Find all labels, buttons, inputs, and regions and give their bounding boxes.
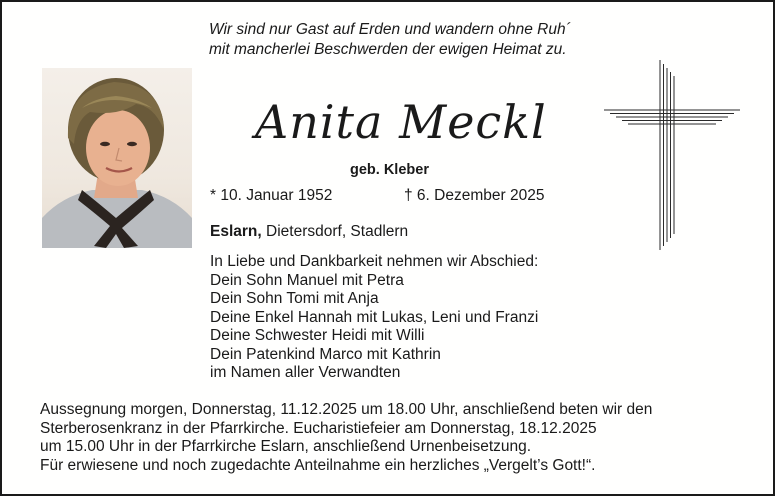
funeral-notice — [40, 401, 652, 475]
mourner-line: im Namen aller Verwandten — [210, 364, 401, 381]
verse-line-2: mit mancherlei Beschwerden der ewigen Heimat zu. — [209, 41, 567, 58]
residence — [210, 223, 408, 241]
portrait-photo — [42, 68, 192, 248]
birth-date: * 10. Januar 1952 — [210, 187, 333, 204]
notice-line: um 15.00 Uhr in der Pfarrkirche Eslarn, anschließend Urnenbeisetzung. — [40, 438, 532, 455]
mourner-line: Dein Patenkind Marco mit Kathrin — [210, 345, 441, 363]
mourner-line: Deine Enkel Hannah mit Lukas, Leni und Franzi — [210, 308, 539, 326]
mourners-intro: In Liebe und Dankbarkeit nehmen wir Abschied: — [210, 253, 539, 270]
notice-line: Für erwiesene und noch zugedachte Anteilnahme ein herzliches „Vergelt’s Gott!“. — [40, 456, 596, 474]
verse-line-1: Wir sind nur Gast auf Erden und wandern ohne Ruh´ — [209, 21, 571, 38]
death-date: † 6. Dezember 2025 — [404, 187, 545, 204]
residence-town: Eslarn, — [210, 223, 262, 240]
notice-line: Sterberosenkranz in der Pfarrkirche. Eucharistiefeier am Donnerstag, 18.12.2025 — [40, 419, 597, 437]
mourner-line: Dein Sohn Tomi mit Anja — [210, 290, 379, 307]
mourner-line: Dein Sohn Manuel mit Petra — [210, 271, 404, 289]
portrait-illustration — [42, 68, 192, 248]
mourner-line: Deine Schwester Heidi mit Willi — [210, 327, 425, 344]
cross-icon — [604, 60, 740, 250]
deceased-name: Anita Meckl — [255, 95, 547, 149]
residence-villages: Dietersdorf, Stadlern — [261, 223, 409, 240]
mourners-list — [210, 253, 538, 383]
maiden-name: geb. Kleber — [350, 162, 429, 178]
verse — [209, 20, 571, 60]
notice-line: Aussegnung morgen, Donnerstag, 11.12.2025 um 18.00 Uhr, anschließend beten wir den — [40, 401, 653, 418]
